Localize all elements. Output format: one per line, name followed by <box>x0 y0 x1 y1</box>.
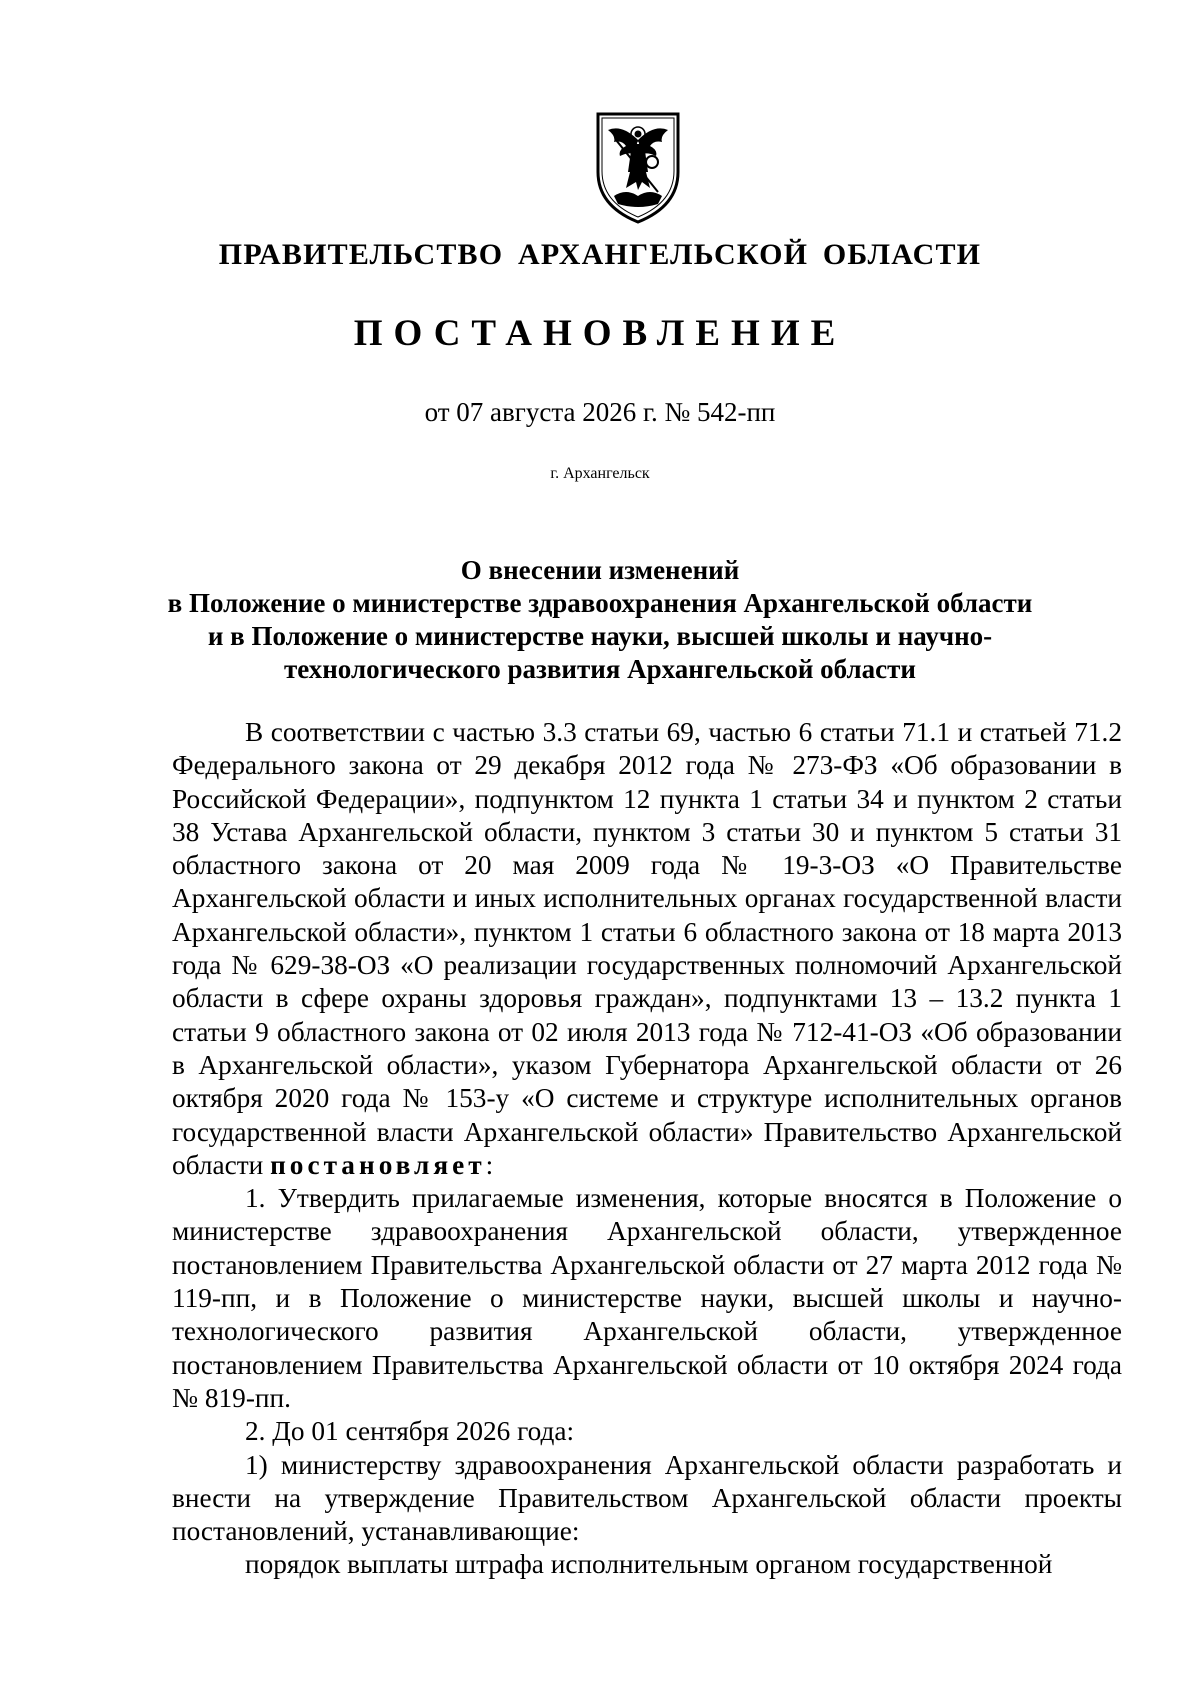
decree-colon: : <box>485 1149 494 1180</box>
document-city: г. Архангельск <box>550 465 650 482</box>
title-line: в Положение о министерстве здравоохранения Архангельской области <box>167 588 1033 618</box>
coat-of-arms-icon <box>592 110 684 226</box>
item-2-paragraph: 2. До 01 сентября 2026 года: <box>245 1416 575 1447</box>
decree-word: постановляет <box>270 1149 486 1180</box>
item-2-1-a-paragraph: порядок выплаты штрафа исполнительным органом государственной <box>245 1549 1053 1580</box>
organization-name: ПРАВИТЕЛЬСТВО АРХАНГЕЛЬСКОЙ ОБЛАСТИ <box>218 238 982 271</box>
title-line: и в Положение о министерстве науки, высшей школы и научно- <box>207 621 993 651</box>
item-2-1-paragraph: 1) министерству здравоохранения Архангельской области разработать и внести на утверждение Правительством Архангельской области проекты постановлений, устанавливающие: <box>172 1449 1122 1547</box>
item-1-paragraph: 1. Утвердить прилагаемые изменения, которые вносятся в Положение о министерстве здравоохранения Архангельской области, утвержденное постановлением Правительства Архангельской области от 27 марта 2012 года № 119-пп, и в Положение о министерстве науки, высшей школы и научно-технологического развития Архангельской области, утвержденное постановлением Правительства Архангельской области от 10 октября 2024 года № 819-пп. <box>172 1183 1122 1413</box>
title-line: О внесении изменений <box>460 555 740 585</box>
preamble-paragraph <box>172 716 1122 1182</box>
preamble-text: В соответствии с частью 3.3 статьи 69, частью 6 статьи 71.1 и статьей 71.2 Федерального закона от 29 декабря 2012 года № 273-ФЗ «Об образовании в Российской Федерации», подпунктом 12 пункта 1 статьи 34 и пунктом 2 статьи 38 Устава Архангельской области, пунктом 3 статьи 30 и пунктом 5 статьи 31 областного закона от 20 мая 2009 года № 19-3-ОЗ «О Правительстве Архангельской области и иных исполнительных органах государственной власти Архангельской области», пунктом 1 статьи 6 областного закона от 18 марта 2013 года № 629-38-ОЗ «О реализации государственных полномочий Архангельской области в сфере охраны здоровья граждан», подпунктами 13 – 13.2 пункта 1 статьи 9 областного закона от 02 июля 2013 года № 712-41-ОЗ «Об образовании в Архангельской области», указом Губернатора Архангельской области от 26 октября 2020 года № 153-у «О системе и структуре исполнительных органов государственной власти Архангельской области» Правительство Архангельской области <box>172 717 1122 1180</box>
document-date-number: от 07 августа 2026 г. № 542-пп <box>424 397 776 427</box>
title-line: технологического развития Архангельской области <box>284 654 916 684</box>
document-title <box>150 554 1050 686</box>
document-type: ПОСТАНОВЛЕНИЕ <box>353 313 847 354</box>
document-body <box>172 716 1122 1582</box>
